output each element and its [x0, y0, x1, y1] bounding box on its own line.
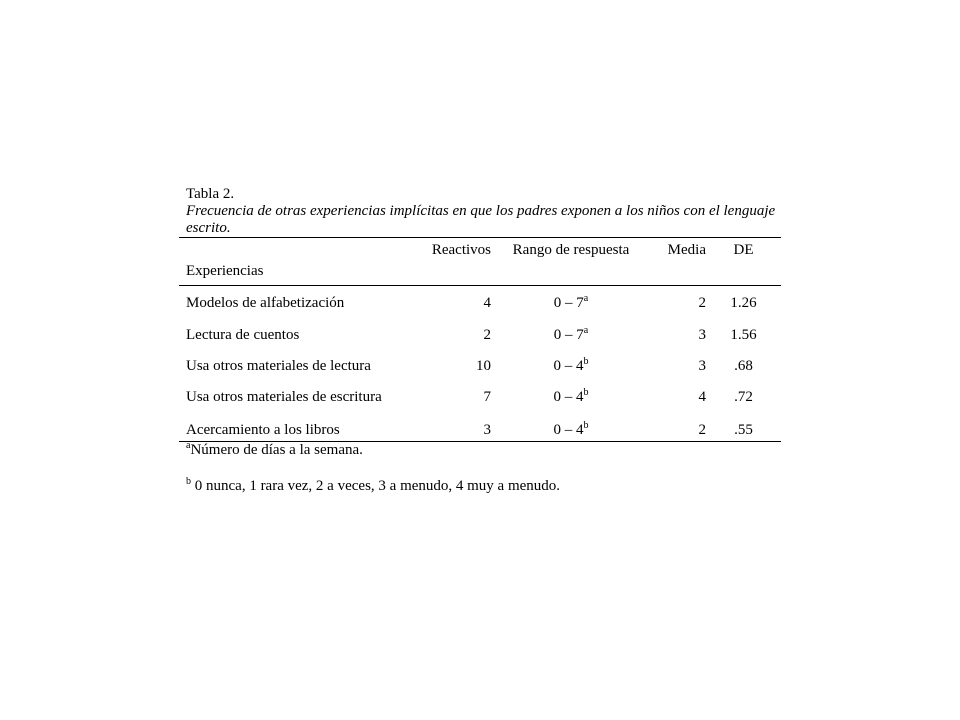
- row-items: 4: [483, 294, 491, 311]
- header-range: Rango de respuesta: [512, 242, 630, 258]
- row-mean: 3: [698, 358, 706, 374]
- header-experiences: Experiencias: [186, 263, 264, 279]
- header-row-label: [179, 263, 781, 280]
- row-mean: 2: [698, 294, 706, 311]
- row-mean: 4: [698, 389, 706, 405]
- table-row: [179, 320, 781, 351]
- row-items: 10: [476, 358, 491, 374]
- row-range: 0 – 4$^b$: [553, 420, 589, 438]
- table-row: [179, 382, 781, 413]
- row-label: Modelos de alfabetización: [186, 294, 345, 311]
- footnote-mark: a: [583, 325, 589, 336]
- row-sd: 1.26: [730, 294, 757, 311]
- header-row: [179, 238, 781, 263]
- footnote-mark: a: [186, 440, 191, 451]
- data-table-body: [179, 286, 781, 439]
- footnote-mark: b: [186, 476, 191, 487]
- row-sd: .72: [734, 389, 753, 405]
- data-table-figure: [179, 186, 781, 495]
- row-items: 7: [483, 389, 491, 405]
- row-range: 0 – 4$^b$: [553, 387, 589, 405]
- header-blank: [179, 238, 411, 263]
- row-items: 2: [483, 327, 491, 343]
- row-range: 0 – 7$^a$: [553, 325, 589, 343]
- row-sd: .68: [734, 358, 753, 374]
- row-mean: 3: [698, 327, 706, 343]
- row-label: Acercamiento a los libros: [186, 422, 340, 438]
- row-label: Usa otros materiales de lectura: [186, 358, 371, 374]
- table-title: Frecuencia de otras experiencias implícitas en que los padres exponen a los niños con el lenguaje escrito.: [186, 203, 776, 236]
- header-mean: Media: [667, 242, 706, 258]
- row-items: 3: [483, 422, 491, 438]
- row-label: Lectura de cuentos: [186, 327, 300, 343]
- table-caption: Tabla 2.: [186, 186, 235, 202]
- table-row: [179, 413, 781, 439]
- table-row: [179, 286, 781, 320]
- footnote-a: $^a$Número de días a la semana.: [186, 440, 363, 458]
- row-range: 0 – 4$^b$: [553, 356, 589, 374]
- footnote-b: $^b$ 0 nunca, 1 rara vez, 2 a veces, 3 a menudo, 4 muy a menudo.: [186, 476, 561, 494]
- footnote-mark: b: [583, 356, 589, 367]
- footnote-mark: b: [583, 420, 589, 431]
- table-row: [179, 351, 781, 382]
- row-range: 0 – 7$^a$: [553, 292, 589, 311]
- footnote-mark: a: [583, 292, 589, 304]
- footnote-mark: b: [583, 387, 589, 398]
- row-label: Usa otros materiales de escritura: [186, 389, 382, 405]
- row-mean: 2: [698, 422, 706, 438]
- data-table: [179, 238, 781, 280]
- row-sd: 1.56: [730, 327, 757, 343]
- header-sd: DE: [733, 242, 754, 258]
- row-sd: .55: [734, 422, 753, 438]
- header-items: Reactivos: [431, 242, 491, 258]
